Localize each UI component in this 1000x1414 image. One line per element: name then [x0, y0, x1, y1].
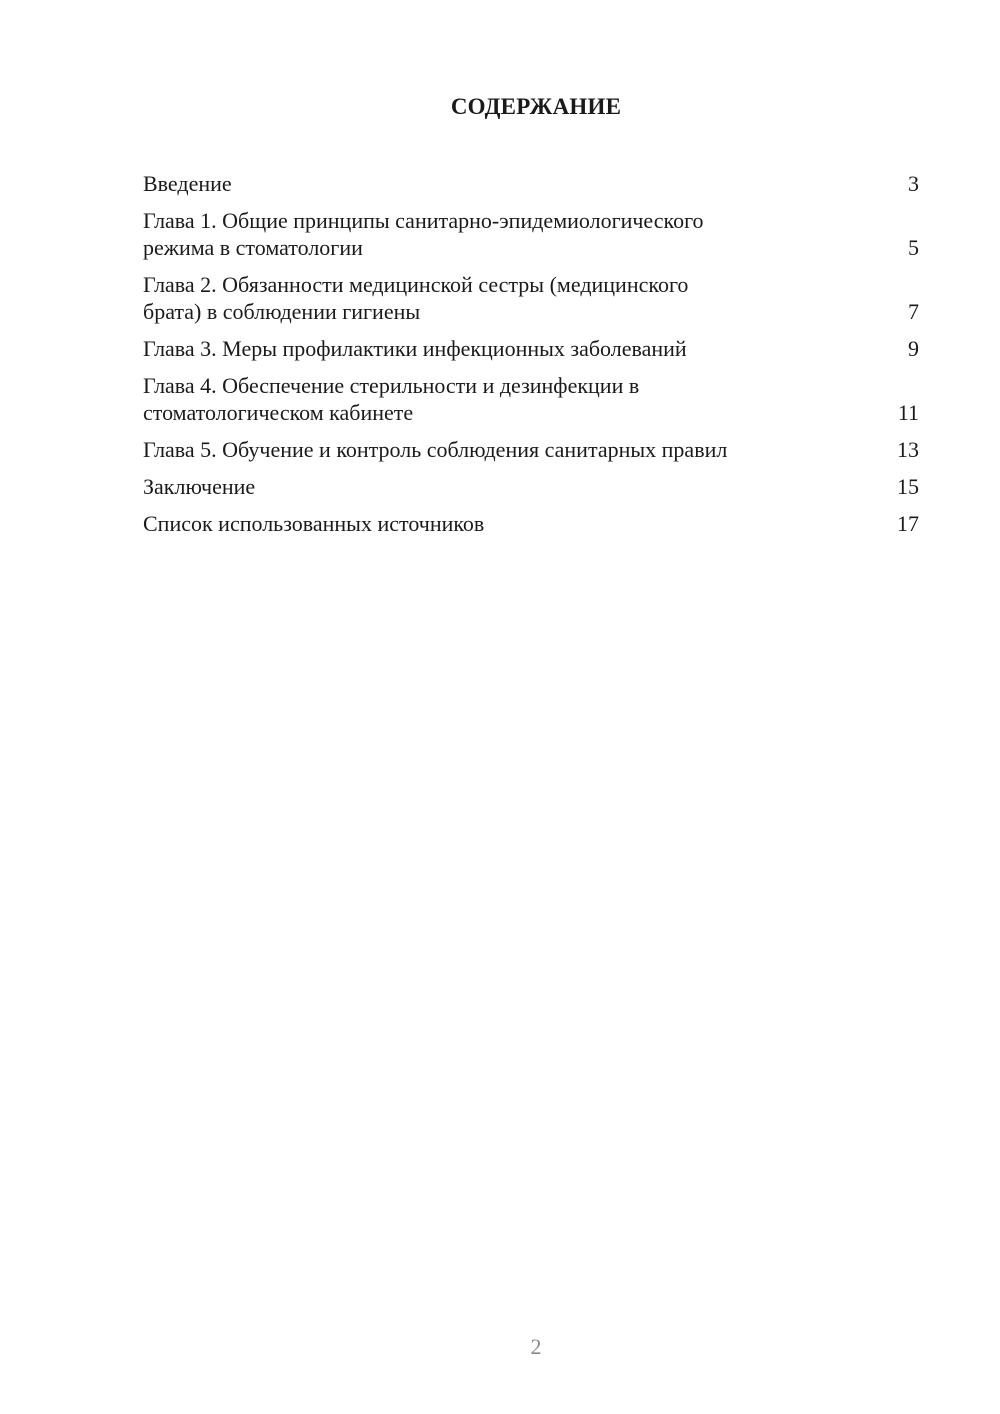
toc-entry-page: 17 [897, 511, 919, 536]
toc-entry-page: 15 [897, 474, 919, 499]
toc-entry-page: 3 [908, 171, 919, 196]
toc-entry-text: Глава 3. Меры профилактики инфекционных заболеваний [143, 336, 687, 361]
toc-entry-page: 7 [908, 299, 919, 324]
toc-entry-chapter-3 [143, 335, 919, 362]
toc-entry-chapter-4 [143, 372, 919, 426]
toc-entry-page: 9 [908, 336, 919, 361]
toc-entry-text: Глава 1. Общие принципы санитарно-эпидемиологического режима в стоматологии [143, 208, 704, 260]
toc-entry-chapter-5 [143, 436, 919, 463]
toc-entry-introduction [143, 170, 919, 197]
toc-entry-text: Заключение [143, 474, 256, 499]
page-number: 2 [530, 1334, 542, 1359]
page-title: СОДЕРЖАНИЕ [450, 94, 622, 119]
toc-entry-chapter-2 [143, 271, 919, 325]
toc-entry-references [143, 510, 919, 537]
toc-entry-text: Глава 2. Обязанности медицинской сестры (медицинского брата) в соблюдении гигиены [143, 272, 689, 324]
toc-entry-page: 11 [897, 400, 919, 425]
toc-entry-conclusion [143, 473, 919, 500]
toc-entry-text: Введение [143, 171, 232, 196]
toc-entry-page: 5 [908, 235, 919, 260]
toc-entry-page: 13 [897, 437, 919, 462]
toc-entry-text: Глава 5. Обучение и контроль соблюдения санитарных правил [143, 437, 728, 462]
table-of-contents [143, 170, 919, 547]
toc-entry-text: Список использованных источников [143, 511, 485, 536]
toc-entry-chapter-1 [143, 207, 919, 261]
toc-entry-text: Глава 4. Обеспечение стерильности и дезинфекции в стоматологическом кабинете [143, 373, 640, 425]
